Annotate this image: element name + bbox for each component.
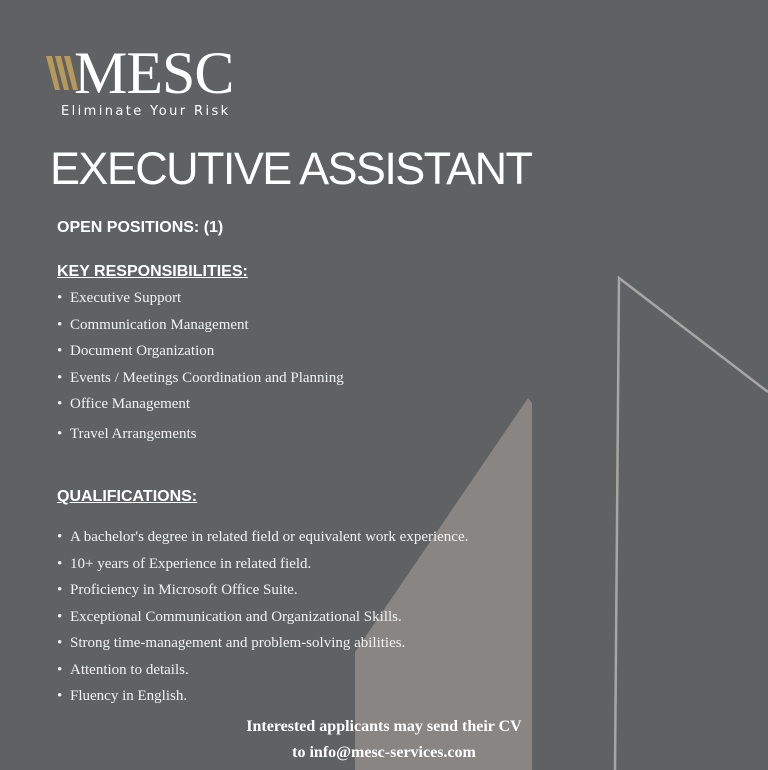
brand-name: MESC: [74, 40, 234, 106]
list-item: • Travel Arrangements: [57, 423, 344, 450]
apply-instructions: Interested applicants may send their CV: [246, 718, 522, 735]
list-item: • Executive Support: [57, 287, 344, 314]
list-item: • Fluency in English.: [57, 685, 468, 712]
list-item: • A bachelor's degree in related field or equivalent work experience.: [57, 526, 468, 553]
list-item: • Proficiency in Microsoft Office Suite.: [57, 579, 468, 606]
list-item: • 10+ years of Experience in related field.: [57, 553, 468, 580]
list-item: • Office Management: [57, 393, 344, 420]
list-item: • Events / Meetings Coordination and Planning: [57, 367, 344, 394]
list-item: • Attention to details.: [57, 659, 468, 686]
open-positions: OPEN POSITIONS: (1): [57, 219, 224, 236]
responsibilities-heading: KEY RESPONSIBILITIES:: [57, 263, 248, 280]
job-title: EXECUTIVE ASSISTANT: [50, 143, 532, 194]
list-item: • Communication Management: [57, 314, 344, 341]
list-item: • Exceptional Communication and Organizational Skills.: [57, 606, 468, 633]
qualifications-list: [57, 526, 468, 712]
list-item: • Strong time-management and problem-solving abilities.: [57, 632, 468, 659]
mesc-logo: [44, 40, 264, 130]
contact-email[interactable]: to info@mesc-services.com: [292, 744, 476, 761]
qualifications-heading: QUALIFICATIONS:: [57, 488, 198, 505]
brand-tagline: Eliminate Your Risk: [61, 104, 231, 119]
responsibilities-list: [57, 287, 344, 449]
list-item: • Document Organization: [57, 340, 344, 367]
